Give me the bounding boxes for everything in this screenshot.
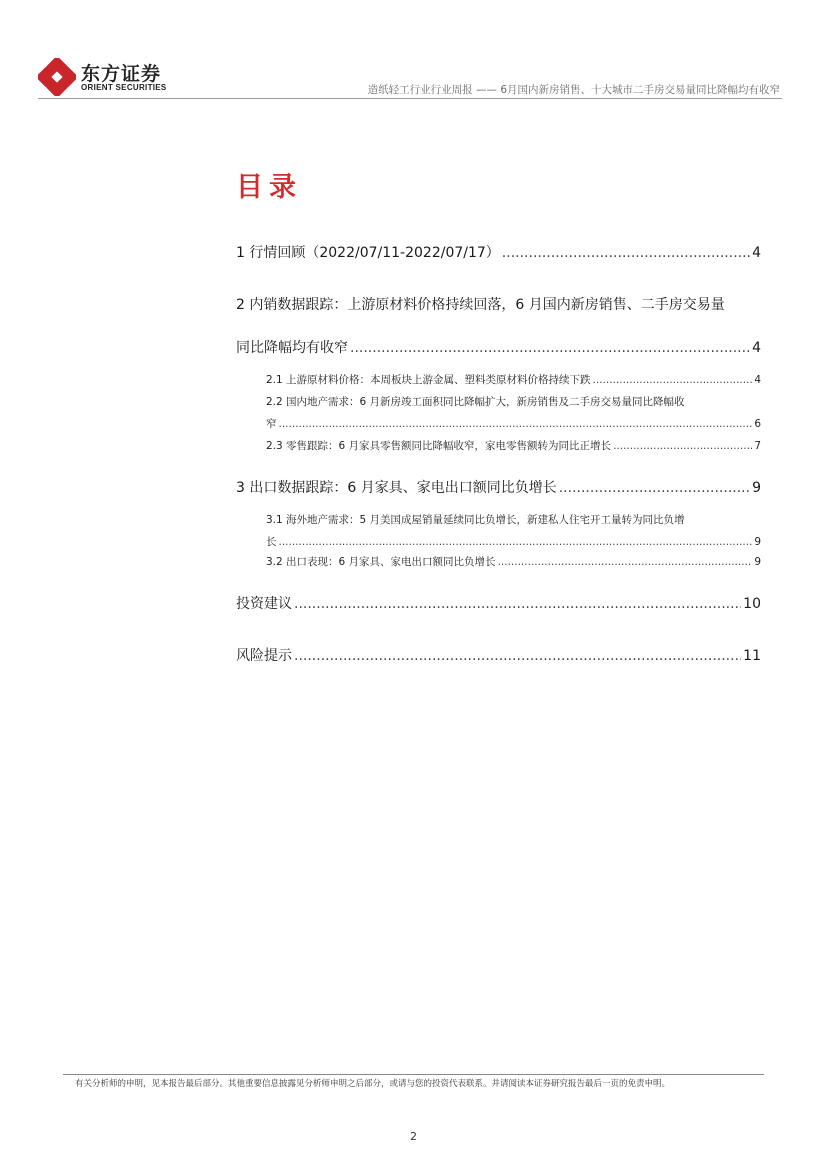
toc-page-number: 10 (743, 596, 761, 612)
toc-entry-2-3[interactable] (266, 438, 761, 453)
report-title: 造纸轻工行业行业周报 —— 6月国内新房销售、十大城市二手房交易量同比降幅均有收窄 (367, 84, 780, 96)
toc-heading: 目录 (236, 172, 302, 203)
toc-entry-1[interactable] (236, 242, 761, 262)
toc-entry-2[interactable] (236, 294, 761, 357)
toc-page-number: 9 (752, 480, 761, 496)
logo-english-name: ORIENT SECURITIES (81, 83, 167, 92)
toc-leader-dots (279, 536, 753, 548)
toc-page-number: 6 (754, 418, 761, 430)
toc-entry-3-2[interactable] (266, 554, 761, 569)
toc-page-number: 4 (752, 340, 761, 356)
toc-leader-dots (498, 556, 753, 568)
toc-page-number: 11 (743, 648, 761, 664)
toc-leader-dots (613, 440, 752, 452)
toc-leader-dots (294, 596, 741, 612)
toc-leader-dots (502, 245, 750, 261)
footer-disclaimer: 有关分析师的申明，见本报告最后部分。其他重要信息披露见分析师申明之后部分，或请与您的投资代表联系。并请阅读本证券研究报告最后一页的免责申明。 (75, 1079, 671, 1089)
page-number: 2 (410, 1130, 417, 1143)
toc-entry-text: 投资建议 (236, 596, 292, 612)
toc-entry-investment-advice[interactable] (236, 593, 761, 613)
toc-entry-text: 3.2 出口表现：6 月家具、家电出口额同比负增长 (266, 556, 496, 568)
toc-leader-dots (593, 374, 753, 386)
toc-entry-text: 2.3 零售跟踪：6 月家具零售额同比降幅收窄，家电零售额转为同比正增长 (266, 440, 612, 452)
toc-entry-text-line2: 同比降幅均有收窄 (236, 340, 348, 356)
toc-entry-text-line1: 3.1 海外地产需求：5 月美国成屋销量延续同比负增长，新建私人住宅开工量转为同比负增 (266, 514, 685, 526)
toc-entry-text-line2: 窄 (266, 418, 277, 430)
toc-entry-2-1[interactable] (266, 372, 761, 387)
header-divider (38, 98, 782, 99)
footer-divider (63, 1074, 764, 1075)
toc-entry-text-line1: 2.2 国内地产需求：6 月新房竣工面积同比降幅扩大，新房销售及二手房交易量同比降幅收 (266, 396, 685, 408)
toc-entry-text: 风险提示 (236, 648, 292, 664)
logo-mark-icon (38, 58, 76, 96)
toc-entry-text-line2: 长 (266, 536, 277, 548)
page-header (0, 0, 827, 100)
toc-entry-risk-warning[interactable] (236, 645, 761, 665)
toc-leader-dots (559, 480, 750, 496)
company-logo (38, 58, 178, 98)
toc-entry-2-2[interactable] (266, 394, 761, 431)
toc-entry-text: 1 行情回顾（2022/07/11-2022/07/17） (236, 245, 500, 261)
toc-leader-dots (294, 648, 741, 664)
toc-page-number: 9 (754, 556, 761, 568)
toc-leader-dots (350, 340, 750, 356)
toc-entry-3[interactable] (236, 477, 761, 497)
toc-entry-text: 3 出口数据跟踪：6 月家具、家电出口额同比负增长 (236, 480, 557, 496)
toc-entry-3-1[interactable] (266, 512, 761, 549)
toc-entry-text-line1: 2 内销数据跟踪：上游原材料价格持续回落，6 月国内新房销售、二手房交易量 (236, 297, 725, 313)
toc-page-number: 4 (754, 374, 761, 386)
logo-chinese-name: 东方证券 (81, 63, 162, 85)
toc-leader-dots (279, 418, 753, 430)
toc-page-number: 7 (754, 440, 761, 452)
toc-page-number: 4 (752, 245, 761, 261)
toc-page-number: 9 (754, 536, 761, 548)
toc-entry-text: 2.1 上游原材料价格：本周板块上游金属、塑料类原材料价格持续下跌 (266, 374, 591, 386)
